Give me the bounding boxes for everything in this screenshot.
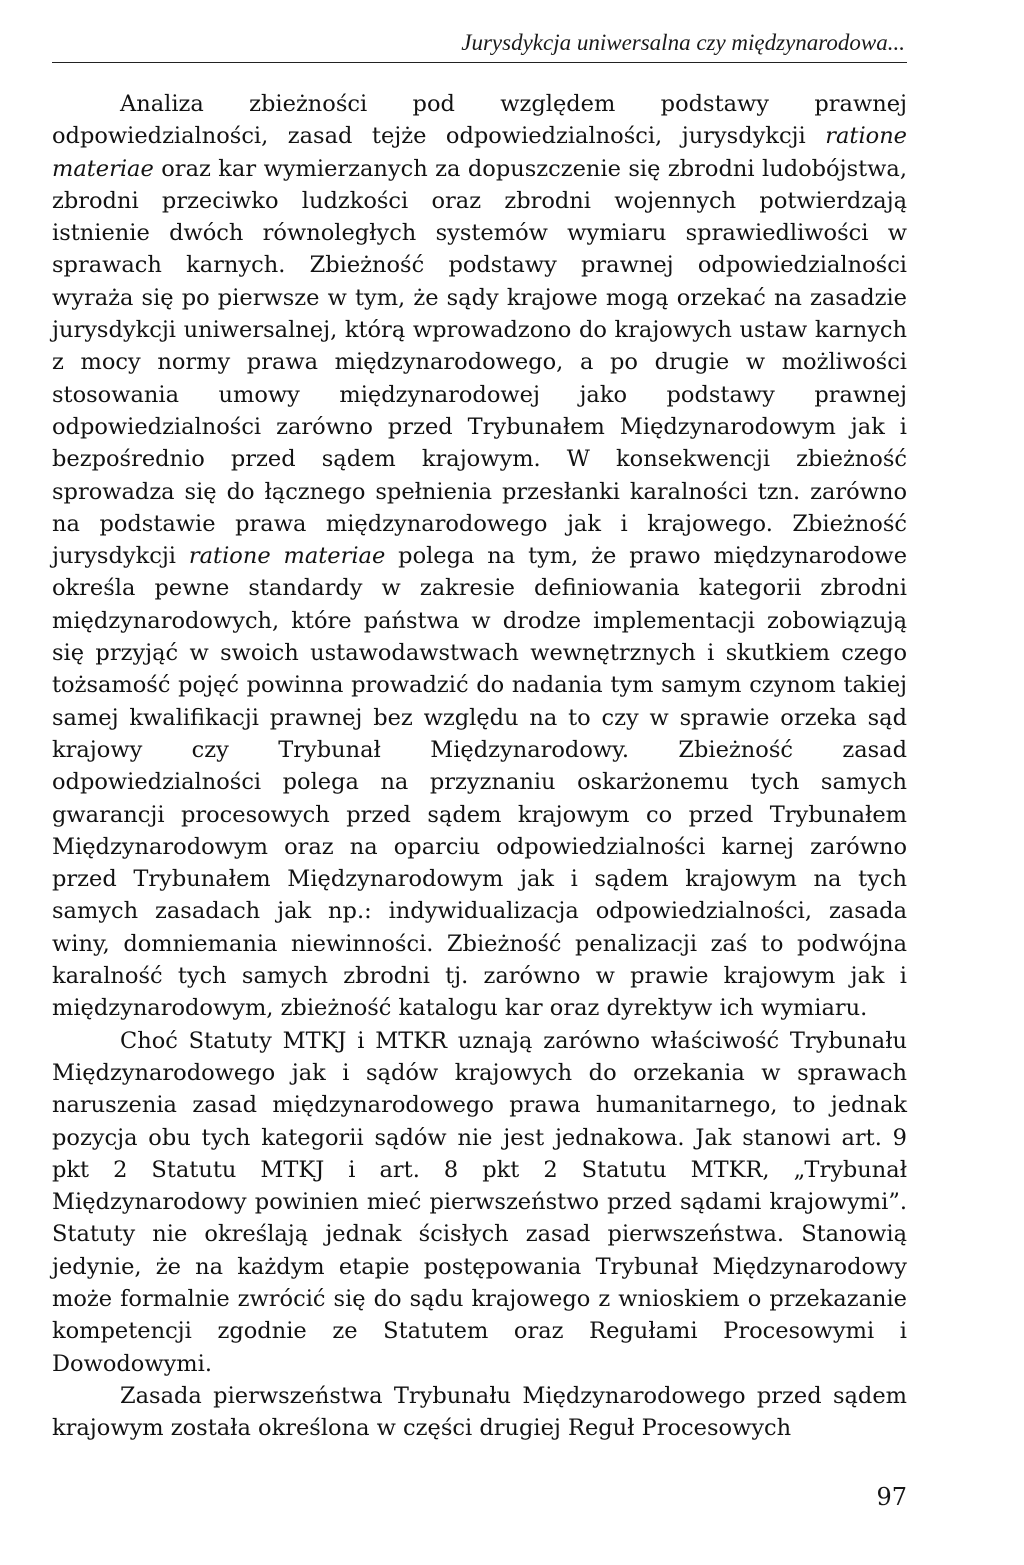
paragraph-2: Choć Statuty MTKJ i MTKR uznają zarówno właściwość Trybunału Międzynarodowego jak i sądów krajowych do orzekania w sprawach naruszenia zasad międzynarodowego prawa humanitarnego, to jednak pozycja obu tych kategorii sądów nie jest jednakowa. Jak stanowi art. 9 pkt 2 Statutu MTKJ i art. 8 pkt 2 Statutu MTKR, „Trybunał Międzynarodowy powinien mieć pierwszeństwo przed sądami krajowymi”. Statuty nie określają jednak ścisłych zasad pierwszeństwa. Stanowią jedynie, że na każdym etapie postępowania Trybunał Międzynarodowy może formalnie zwrócić się do sądu krajowego z wnioskiem o przekazanie kompetencji zgodnie ze Statutem oraz Regułami Procesowymi i Dowodowymi. bbox=[52, 1027, 907, 1377]
paragraph-3: Zasada pierwszeństwa Trybunału Międzynarodowego przed sądem krajowym została określona w części drugiej Reguł Procesowych bbox=[52, 1382, 907, 1442]
paragraph-1-text-a: Analiza zbieżności pod względem podstawy prawnej odpowiedzialności, zasad tejże odpowiedzialności, jurysdykcji bbox=[52, 91, 907, 150]
latin-term-ratione-materiae: ratione materiae bbox=[52, 123, 907, 182]
running-title: Jurysdykcja uniwersalna czy międzynarodowa... bbox=[461, 30, 905, 55]
paragraph-1-text-e: polega na tym, że prawo międzynarodowe określa pewne standardy w zakresie definiowania kategorii zbrodni międzynarodowych, które państwa w drodze implementacji zobowiązują się przyjąć w swoich ustawodawstwach wewnętrznych i skutkiem czego tożsamość pojęć powinna prowadzić do nadania tym samym czynom takiej samej kwalifikacji prawnej bez względu na to czy w sprawie orzeka sąd krajowy czy Trybunał Międzynarodowy. Zbieżność zasad odpowiedzialności polega na przyznaniu oskarżonemu tych samych gwarancji procesowych przed sądem krajowym co przed Trybunałem Międzynarodowym oraz na oparciu odpowiedzialności karnej zarówno przed Trybunałem Międzynarodowym jak i sądem krajowym na tych samych zasadach jak np.: indywidualizacja odpowiedzialności, zasada winy, domniemania niewinności. Zbieżność penalizacji zaś to podwójna karalność tych samych zbrodni tj. zarówno w prawie krajowym jak i międzynarodowym, zbieżność katalogu kar oraz dyrektyw ich wymiaru. bbox=[52, 543, 908, 1022]
paragraph-1 bbox=[52, 88, 907, 1025]
latin-term-ratione-materiae-2: ratione materiae bbox=[188, 543, 386, 570]
page-number: 97 bbox=[876, 1483, 907, 1511]
running-header bbox=[52, 22, 907, 63]
body-text bbox=[52, 88, 907, 1444]
paragraph-1-text-c: oraz kar wymierzanych za dopuszczenie się zbrodni ludobójstwa, zbrodni przeciwko ludzkości oraz zbrodni wojennych potwierdzają istnienie dwóch równoległych systemów wymiaru sprawiedliwości w sprawach karnych. Zbieżność podstawy prawnej odpowiedzialności wyraża się po pierwsze w tym, że sądy krajowe mogą orzekać na zasadzie jurysdykcji uniwersalnej, którą wprowadzono do krajowych ustaw karnych z mocy normy prawa międzynarodowego, a po drugie w możliwości stosowania umowy międzynarodowej jako podstawy prawnej odpowiedzialności zarówno przed Trybunałem Międzynarodowym jak i bezpośrednio przed sądem krajowym. W konsekwencji zbieżność sprowadza się do łącznego spełnienia przesłanki karalności tzn. zarówno na podstawie prawa międzynarodowego jak i krajowego. Zbieżność jurysdykcji bbox=[52, 155, 907, 570]
